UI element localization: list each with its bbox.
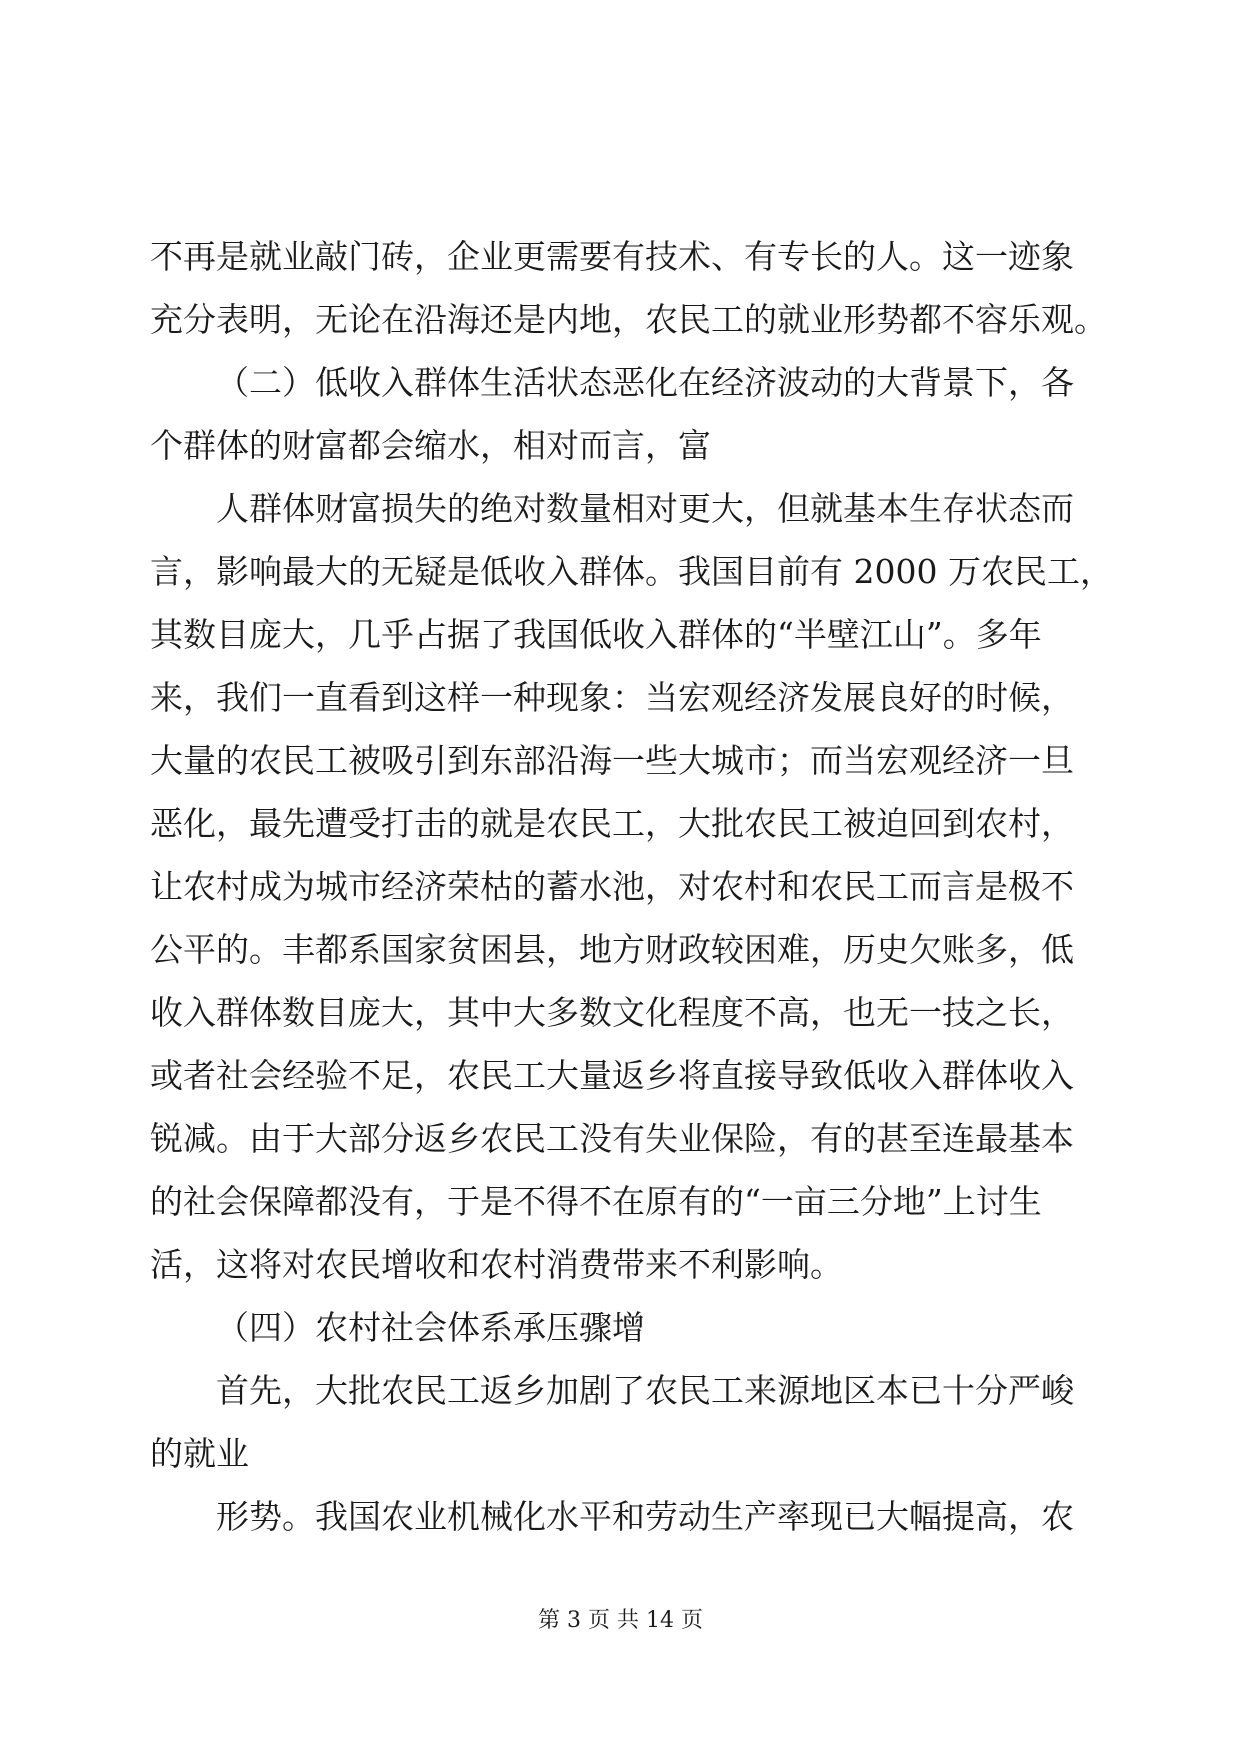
text-line: 或者社会经验不足，农民工大量返乡将直接导致低收入群体收入	[150, 1056, 1074, 1095]
text-line: 来，我们一直看到这样一种现象：当宏观经济发展良好的时候，	[150, 678, 1074, 717]
text-line: （二）低收入群体生活状态恶化在经济波动的大背景下，各	[216, 363, 1074, 402]
text-line: 充分表明，无论在沿海还是内地，农民工的就业形势都不容乐观。	[150, 300, 1107, 339]
text-line: 的社会保障都没有，于是不得不在原有的“一亩三分地”上讨生	[150, 1182, 1042, 1221]
text-line: 言，影响最大的无疑是低收入群体。我国目前有 2000 万农民工，	[150, 552, 1113, 591]
text-line: 个群体的财富都会缩水，相对而言，富	[150, 426, 711, 465]
page-footer: 第 3 页 共 14 页	[538, 1608, 703, 1633]
text-line: 首先，大批农民工返乡加剧了农民工来源地区本已十分严峻	[216, 1371, 1074, 1410]
text-line: 公平的。丰都系国家贫困县，地方财政较困难，历史欠账多，低	[150, 930, 1074, 969]
text-line: 形势。我国农业机械化水平和劳动生产率现已大幅提高，农	[216, 1497, 1074, 1536]
text-line: 让农村成为城市经济荣枯的蓄水池，对农村和农民工而言是极不	[150, 867, 1074, 906]
text-line: 锐减。由于大部分返乡农民工没有失业保险，有的甚至连最基本	[150, 1119, 1074, 1158]
text-line: 的就业	[150, 1434, 249, 1473]
text-line: 活，这将对农民增收和农村消费带来不利影响。	[150, 1245, 843, 1284]
text-line: 恶化，最先遭受打击的就是农民工，大批农民工被迫回到农村，	[150, 804, 1074, 843]
text-line: 收入群体数目庞大，其中大多数文化程度不高，也无一技之长，	[150, 993, 1074, 1032]
text-line: 人群体财富损失的绝对数量相对更大，但就基本生存状态而	[216, 489, 1074, 528]
text-line: 其数目庞大，几乎占据了我国低收入群体的“半壁江山”。多年	[150, 615, 1042, 654]
section-heading: （四）农村社会体系承压骤增	[216, 1308, 645, 1347]
text-line: 不再是就业敲门砖，企业更需要有技术、有专长的人。这一迹象	[150, 237, 1074, 276]
text-line: 大量的农民工被吸引到东部沿海一些大城市；而当宏观经济一旦	[150, 741, 1074, 780]
